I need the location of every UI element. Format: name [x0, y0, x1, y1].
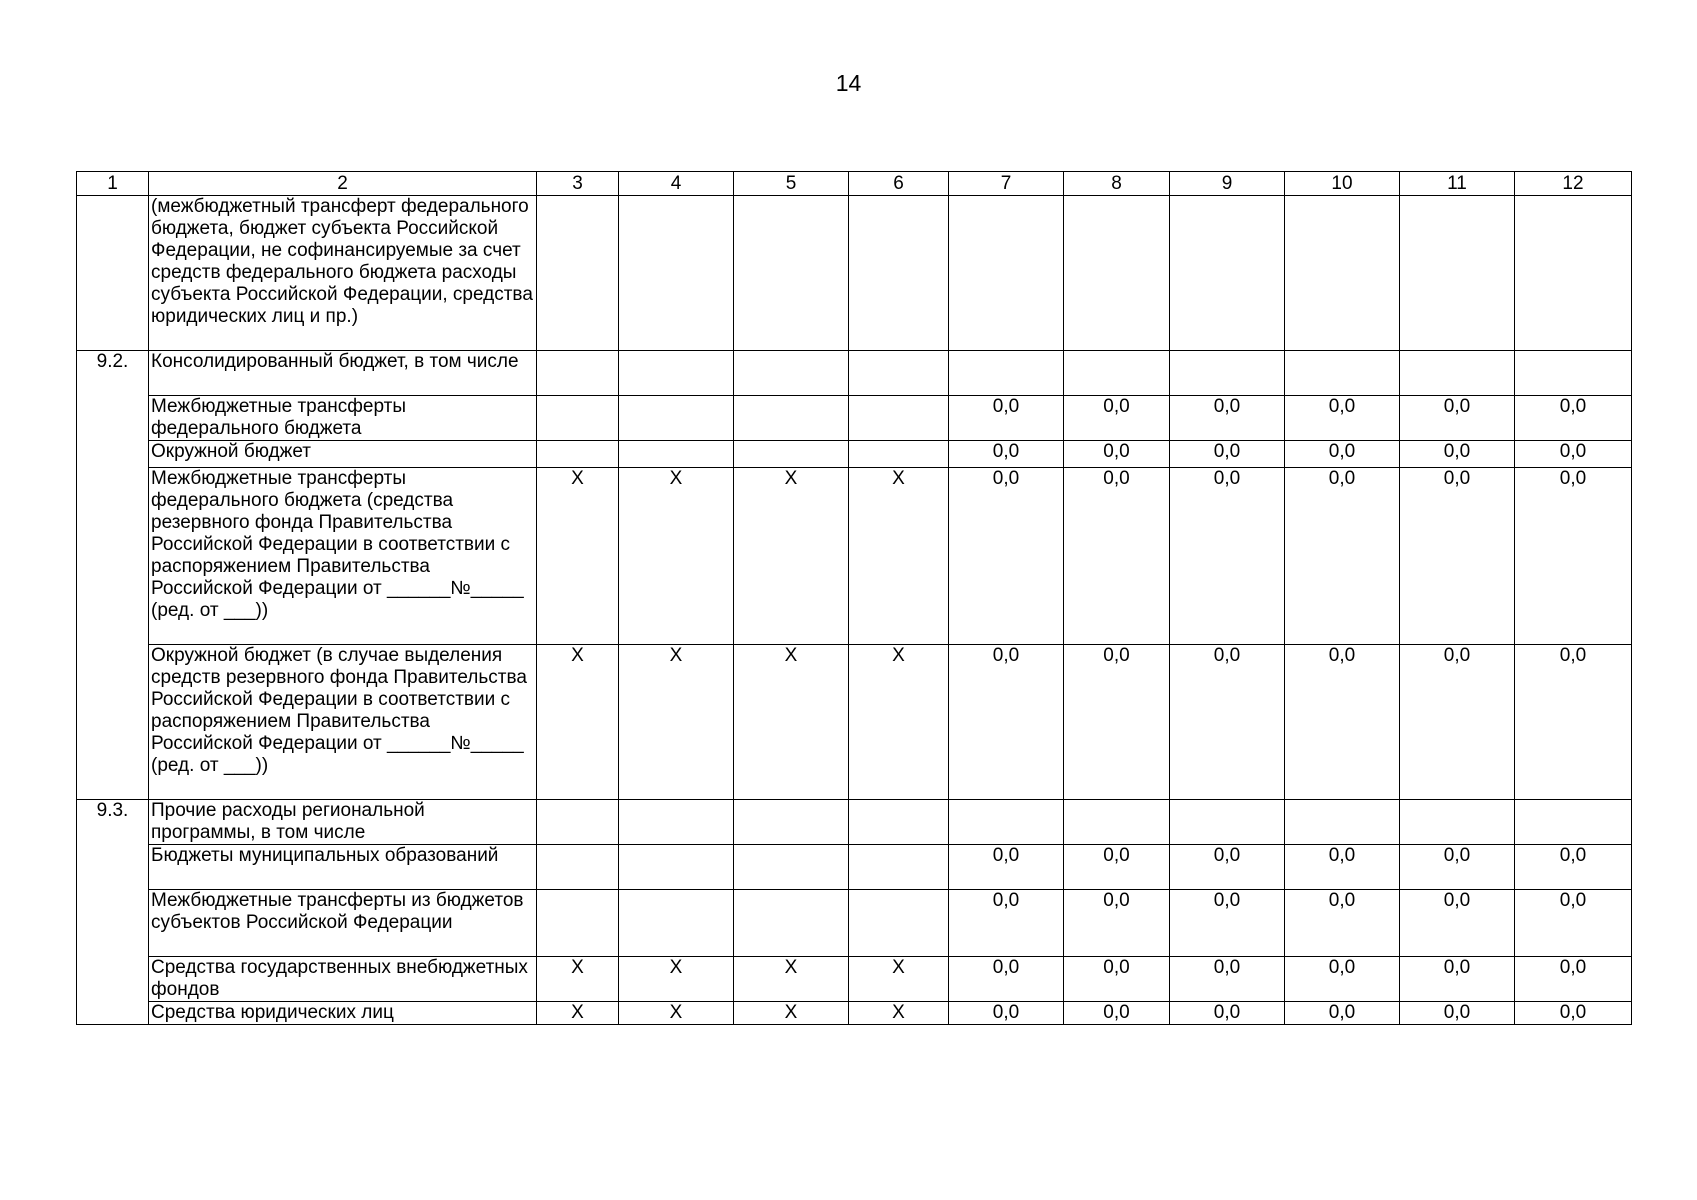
- value-cell: [849, 196, 949, 351]
- value-cell: [734, 396, 849, 441]
- row-number: 9.2.: [77, 351, 149, 800]
- value-cell: [619, 800, 734, 845]
- row-description: Межбюджетные трансферты федерального бюджета (средства резервного фонда Правительства Российской Федерации в соответствии с распоряжением Правительства Российской Федерации от ______№_____ (ред. от ___)): [149, 468, 537, 645]
- value-cell: 0,0: [1400, 845, 1515, 890]
- value-cell: X: [849, 1002, 949, 1025]
- value-cell: X: [619, 645, 734, 800]
- value-cell: 0,0: [949, 396, 1064, 441]
- value-cell: X: [849, 468, 949, 645]
- value-cell: 0,0: [1285, 1002, 1400, 1025]
- value-cell: 0,0: [1285, 645, 1400, 800]
- value-cell: 0,0: [1064, 957, 1170, 1002]
- value-cell: X: [537, 957, 619, 1002]
- value-cell: 0,0: [1170, 957, 1285, 1002]
- value-cell: 0,0: [1285, 441, 1400, 468]
- value-cell: [1064, 800, 1170, 845]
- value-cell: [734, 196, 849, 351]
- value-cell: 0,0: [1170, 396, 1285, 441]
- value-cell: X: [537, 1002, 619, 1025]
- table-row: [77, 1002, 1632, 1025]
- table-row: [77, 845, 1632, 890]
- value-cell: X: [537, 468, 619, 645]
- header-cell: 11: [1400, 172, 1515, 196]
- value-cell: [1515, 800, 1632, 845]
- table-row: [77, 351, 1632, 396]
- row-description: (межбюджетный трансферт федерального бюджета, бюджет субъекта Российской Федерации, не софинансируемые за счет средств федерального бюджета расходы субъекта Российской Федерации, средства юридических лиц и пр.): [149, 196, 537, 351]
- value-cell: 0,0: [1400, 396, 1515, 441]
- row-description: Консолидированный бюджет, в том числе: [149, 351, 537, 396]
- table-row: [77, 441, 1632, 468]
- row-description: Межбюджетные трансферты федерального бюджета: [149, 396, 537, 441]
- value-cell: 0,0: [1170, 468, 1285, 645]
- value-cell: 0,0: [1170, 645, 1285, 800]
- value-cell: 0,0: [1400, 957, 1515, 1002]
- value-cell: 0,0: [1400, 468, 1515, 645]
- value-cell: X: [849, 645, 949, 800]
- value-cell: [1064, 196, 1170, 351]
- header-cell: 1: [77, 172, 149, 196]
- value-cell: 0,0: [1170, 890, 1285, 957]
- value-cell: [1285, 351, 1400, 396]
- value-cell: 0,0: [1515, 441, 1632, 468]
- value-cell: 0,0: [949, 645, 1064, 800]
- value-cell: [849, 890, 949, 957]
- header-cell: 8: [1064, 172, 1170, 196]
- value-cell: [1170, 196, 1285, 351]
- value-cell: X: [734, 957, 849, 1002]
- value-cell: 0,0: [1064, 1002, 1170, 1025]
- header-cell: 5: [734, 172, 849, 196]
- value-cell: 0,0: [949, 441, 1064, 468]
- value-cell: [537, 845, 619, 890]
- header-cell: 7: [949, 172, 1064, 196]
- value-cell: 0,0: [1515, 957, 1632, 1002]
- row-description: Бюджеты муниципальных образований: [149, 845, 537, 890]
- value-cell: [619, 890, 734, 957]
- value-cell: X: [849, 957, 949, 1002]
- value-cell: [1170, 800, 1285, 845]
- value-cell: [537, 441, 619, 468]
- header-cell: 12: [1515, 172, 1632, 196]
- value-cell: [619, 396, 734, 441]
- value-cell: X: [619, 957, 734, 1002]
- value-cell: 0,0: [949, 468, 1064, 645]
- table-row: [77, 645, 1632, 800]
- value-cell: 0,0: [1064, 468, 1170, 645]
- value-cell: [949, 351, 1064, 396]
- value-cell: [537, 196, 619, 351]
- value-cell: 0,0: [1064, 890, 1170, 957]
- value-cell: 0,0: [1285, 396, 1400, 441]
- value-cell: X: [734, 1002, 849, 1025]
- value-cell: 0,0: [949, 890, 1064, 957]
- value-cell: [1400, 351, 1515, 396]
- value-cell: [1285, 800, 1400, 845]
- value-cell: [849, 441, 949, 468]
- value-cell: [734, 845, 849, 890]
- value-cell: 0,0: [1064, 845, 1170, 890]
- value-cell: [537, 800, 619, 845]
- value-cell: [949, 196, 1064, 351]
- row-description: Окружной бюджет (в случае выделения средств резервного фонда Правительства Российской Федерации в соответствии с распоряжением Правительства Российской Федерации от ______№_____ (ред. от ___)): [149, 645, 537, 800]
- value-cell: 0,0: [949, 1002, 1064, 1025]
- value-cell: [849, 396, 949, 441]
- value-cell: [734, 351, 849, 396]
- value-cell: [1515, 196, 1632, 351]
- header-cell: 3: [537, 172, 619, 196]
- value-cell: 0,0: [1064, 396, 1170, 441]
- value-cell: 0,0: [1170, 845, 1285, 890]
- header-row: [77, 172, 1632, 196]
- table-row: [77, 468, 1632, 645]
- value-cell: [537, 396, 619, 441]
- value-cell: 0,0: [1285, 890, 1400, 957]
- value-cell: [1064, 351, 1170, 396]
- header-cell: 4: [619, 172, 734, 196]
- value-cell: [1515, 351, 1632, 396]
- table-row: [77, 396, 1632, 441]
- value-cell: X: [619, 468, 734, 645]
- value-cell: [734, 441, 849, 468]
- value-cell: 0,0: [1400, 645, 1515, 800]
- value-cell: [849, 351, 949, 396]
- value-cell: [1400, 196, 1515, 351]
- value-cell: [619, 196, 734, 351]
- header-cell: 9: [1170, 172, 1285, 196]
- table-row: [77, 800, 1632, 845]
- value-cell: [1400, 800, 1515, 845]
- value-cell: [537, 351, 619, 396]
- value-cell: [949, 800, 1064, 845]
- row-description: Прочие расходы региональной программы, в том числе: [149, 800, 537, 845]
- value-cell: 0,0: [1515, 845, 1632, 890]
- value-cell: X: [537, 645, 619, 800]
- value-cell: [537, 890, 619, 957]
- value-cell: 0,0: [1515, 468, 1632, 645]
- row-description: Межбюджетные трансферты из бюджетов субъектов Российской Федерации: [149, 890, 537, 957]
- header-cell: 2: [149, 172, 537, 196]
- value-cell: 0,0: [1285, 845, 1400, 890]
- value-cell: [849, 845, 949, 890]
- value-cell: [734, 800, 849, 845]
- value-cell: [619, 845, 734, 890]
- table-row: [77, 890, 1632, 957]
- value-cell: [1285, 196, 1400, 351]
- row-description: Средства государственных внебюджетных фондов: [149, 957, 537, 1002]
- header-cell: 6: [849, 172, 949, 196]
- value-cell: 0,0: [1515, 890, 1632, 957]
- table-row: [77, 957, 1632, 1002]
- value-cell: [734, 890, 849, 957]
- value-cell: 0,0: [1400, 1002, 1515, 1025]
- value-cell: X: [734, 468, 849, 645]
- value-cell: 0,0: [1400, 890, 1515, 957]
- row-description: Средства юридических лиц: [149, 1002, 537, 1025]
- row-description: Окружной бюджет: [149, 441, 537, 468]
- value-cell: 0,0: [1515, 396, 1632, 441]
- value-cell: 0,0: [1064, 441, 1170, 468]
- value-cell: 0,0: [1285, 468, 1400, 645]
- value-cell: 0,0: [1515, 645, 1632, 800]
- value-cell: 0,0: [1515, 1002, 1632, 1025]
- value-cell: 0,0: [1170, 441, 1285, 468]
- value-cell: 0,0: [949, 957, 1064, 1002]
- value-cell: [1170, 351, 1285, 396]
- value-cell: 0,0: [1285, 957, 1400, 1002]
- value-cell: X: [734, 645, 849, 800]
- value-cell: 0,0: [1170, 1002, 1285, 1025]
- header-cell: 10: [1285, 172, 1400, 196]
- value-cell: [849, 800, 949, 845]
- budget-table: [76, 171, 1632, 1025]
- value-cell: 0,0: [1064, 645, 1170, 800]
- row-number: 9.3.: [77, 800, 149, 1025]
- value-cell: 0,0: [1400, 441, 1515, 468]
- table-row: [77, 196, 1632, 351]
- value-cell: X: [619, 1002, 734, 1025]
- value-cell: 0,0: [949, 845, 1064, 890]
- row-number: [77, 196, 149, 351]
- value-cell: [619, 351, 734, 396]
- value-cell: [619, 441, 734, 468]
- page-number: 14: [835, 70, 862, 96]
